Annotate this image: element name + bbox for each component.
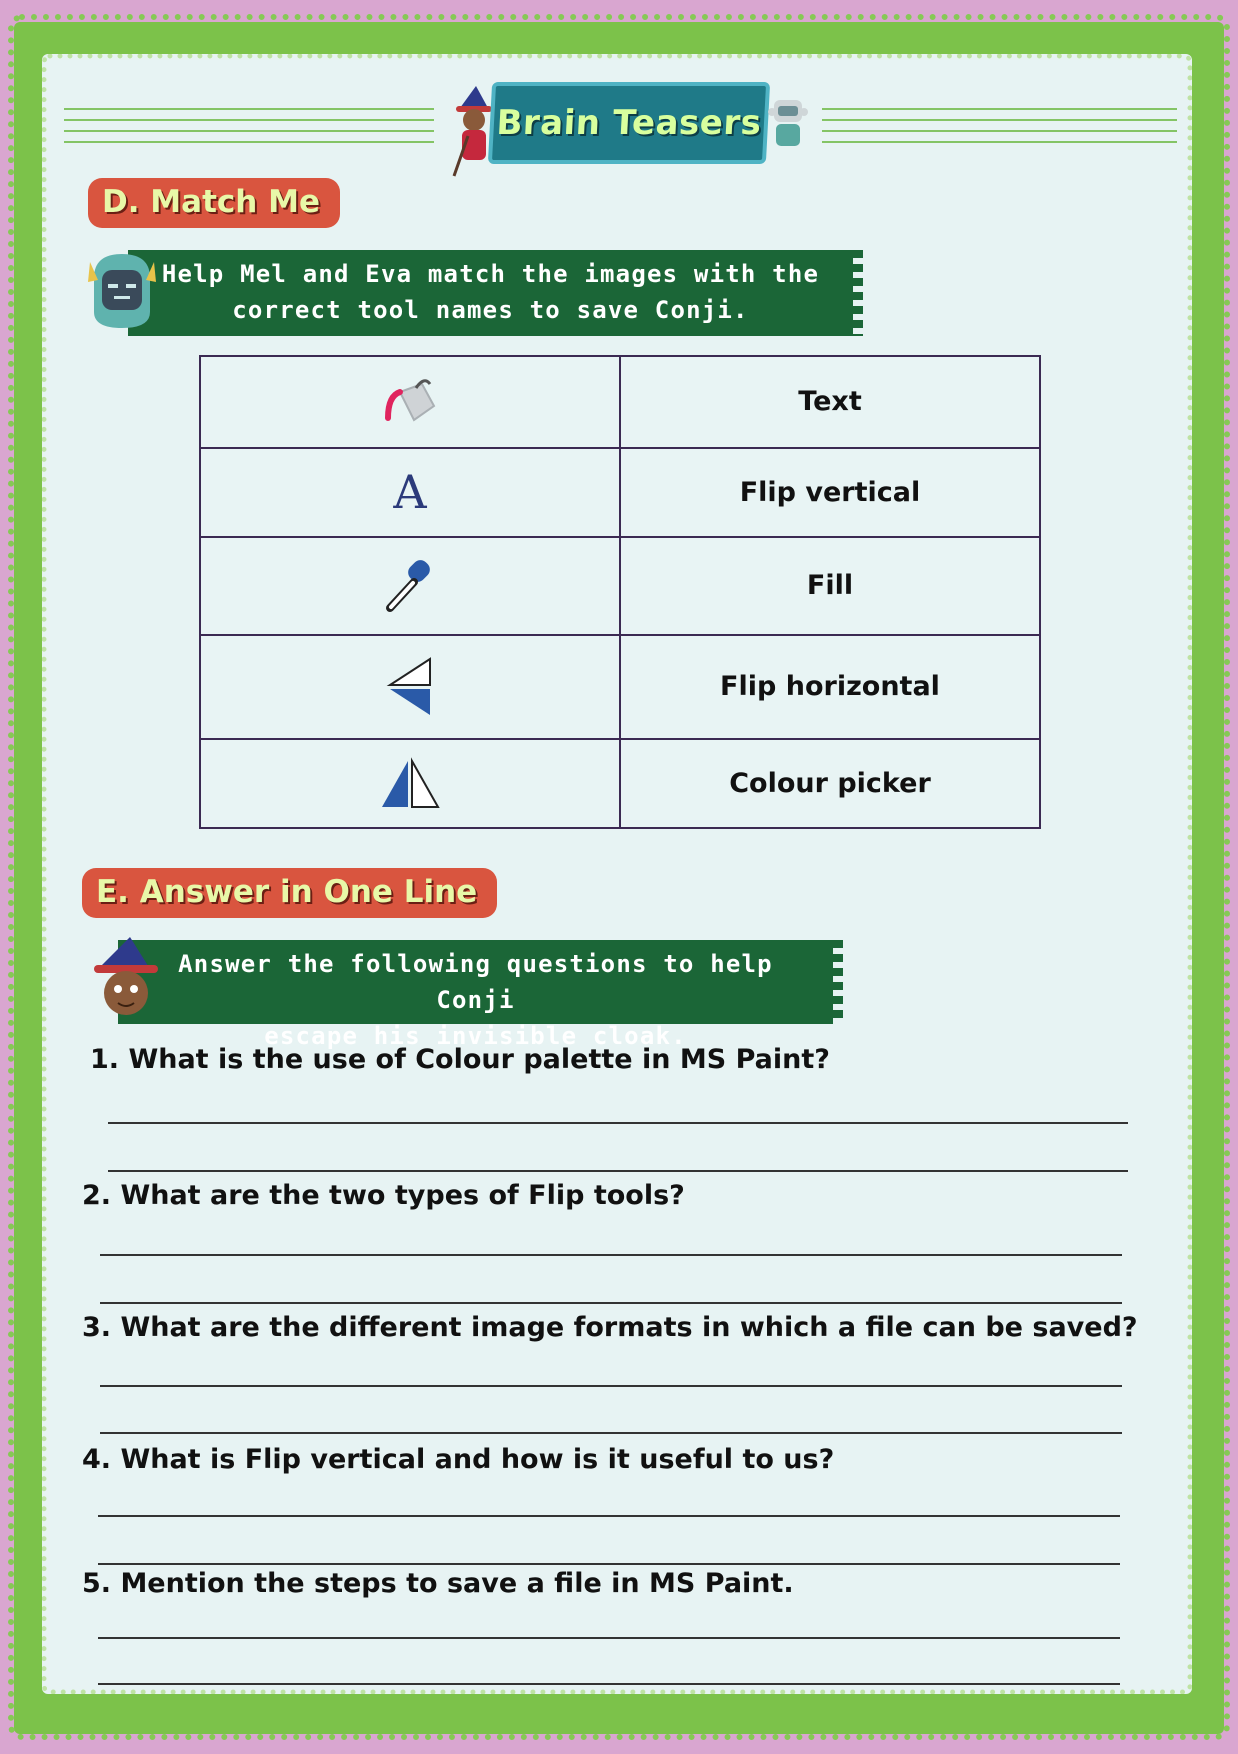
banner-title: Brain Teasers [495,103,763,143]
robot-avatar-icon [84,248,160,332]
question-1: 1. What is the use of Colour palette in MS Paint? [90,1044,830,1075]
question-2: 2. What are the two types of Flip tools? [82,1180,685,1211]
colour-picker-icon [380,556,440,616]
instruction-line: escape his invisible cloak. [264,1022,687,1050]
robot-character-icon [766,96,810,154]
answer-line[interactable] [98,1515,1120,1517]
question-5: 5. Mention the steps to save a file in MS Paint. [82,1568,794,1599]
header-rule-right [822,108,1177,142]
icon-cell [200,739,620,828]
section-e-heading: E. Answer in One Line [82,868,497,918]
tool-name-label: Colour picker [620,739,1040,828]
tool-name-label: Flip vertical [620,448,1040,537]
answer-line[interactable] [98,1563,1120,1565]
instruction-line: Help Mel and Eva match the images with the [161,260,820,288]
text-tool-icon: A [393,465,427,520]
answer-line[interactable] [100,1302,1122,1304]
question-4: 4. What is Flip vertical and how is it useful to us? [82,1444,835,1475]
brain-teasers-banner [488,82,770,164]
table-row [200,448,1040,537]
flip-horizontal-icon [378,757,442,811]
conji-avatar-icon [90,935,162,1021]
section-d-heading: D. Match Me [88,178,340,228]
table-row [200,356,1040,448]
tool-name-label: Text [620,356,1040,448]
table-row [200,739,1040,828]
table-row [200,635,1040,739]
flip-vertical-icon [382,655,438,719]
match-table [199,355,1041,829]
section-e-instruction [118,940,833,1050]
icon-cell [200,356,620,448]
table-row [200,537,1040,635]
section-d-instruction [128,250,853,336]
header-rule-left [64,108,434,142]
fill-bucket-icon [378,374,442,430]
answer-line[interactable] [98,1683,1120,1685]
tool-name-label: Fill [620,537,1040,635]
answer-line[interactable] [108,1170,1128,1172]
instruction-line: Answer the following questions to help Conji [178,950,773,1014]
answer-line[interactable] [98,1637,1120,1639]
instruction-line: correct tool names to save Conji. [232,296,749,324]
icon-cell [200,537,620,635]
question-3: 3. What are the different image formats in which a file can be saved? [82,1312,1138,1343]
tool-name-label: Flip horizontal [620,635,1040,739]
answer-line[interactable] [100,1385,1122,1387]
icon-cell [200,448,620,537]
answer-line[interactable] [108,1122,1128,1124]
answer-line[interactable] [100,1432,1122,1434]
answer-line[interactable] [100,1254,1122,1256]
icon-cell [200,635,620,739]
